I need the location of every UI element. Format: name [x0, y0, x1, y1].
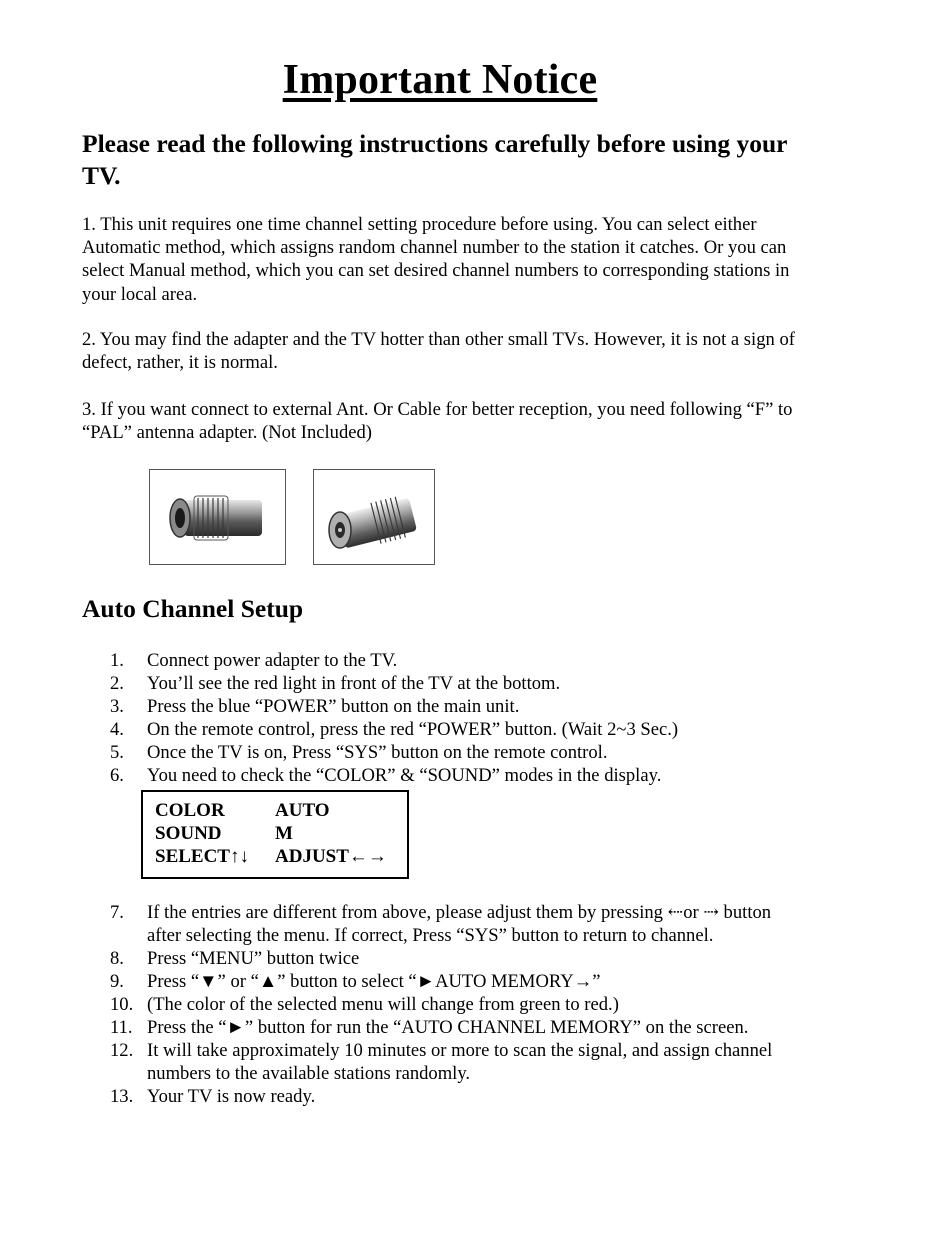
step-number: 7.	[110, 902, 124, 923]
f-to-pal-adapter-male-icon	[314, 470, 434, 564]
list-item	[0, 947, 950, 970]
menu-value: M	[275, 823, 293, 844]
setup-steps-list-2	[0, 901, 950, 1108]
menu-value: AUTO	[275, 800, 330, 821]
notice-paragraph-1: 1. This unit requires one time channel setting procedure before using. You can select either Automatic method, which assigns random channel number to the station it catches. Or you can select Manual method, which you can set desired channel numbers to corresponding stations in your local area.	[82, 214, 790, 305]
step-text: Press the blue “POWER” button on the main unit.	[147, 696, 520, 717]
step-text: If the entries are different from above, please adjust them by pressing ⇠or ⇢ button after selecting the menu. If correct, Press “SYS” button to return to channel.	[147, 902, 772, 946]
list-item	[0, 718, 950, 741]
step-text: Press “MENU” button twice	[147, 948, 360, 969]
list-item	[0, 741, 950, 764]
step-number: 4.	[110, 719, 124, 740]
setup-steps-list-1	[0, 649, 950, 787]
list-item	[0, 1039, 950, 1085]
list-item	[0, 1085, 950, 1108]
tv-menu-display-box	[141, 790, 409, 879]
notice-paragraph-2: 2. You may find the adapter and the TV hotter than other small TVs. However, it is not a sign of defect, rather, it is normal.	[82, 329, 795, 374]
step-text: You need to check the “COLOR” & “SOUND” modes in the display.	[147, 765, 662, 786]
step-text: Your TV is now ready.	[147, 1086, 316, 1107]
step-number: 6.	[110, 765, 124, 786]
step-number: 12.	[110, 1040, 134, 1061]
step-number: 8.	[110, 948, 124, 969]
step-number: 13.	[110, 1086, 134, 1107]
menu-key: SELECT↑↓	[155, 846, 249, 867]
list-item	[0, 901, 950, 947]
step-number: 3.	[110, 696, 124, 717]
step-number: 2.	[110, 673, 124, 694]
list-item	[0, 970, 950, 993]
list-item	[0, 1016, 950, 1039]
page-title: Important Notice	[282, 57, 598, 103]
page-subtitle: Please read the following instructions carefully before using your TV.	[82, 129, 788, 190]
step-text: On the remote control, press the red “POWER” button. (Wait 2~3 Sec.)	[147, 719, 679, 740]
male-adapter-photo	[313, 469, 435, 565]
step-text: Connect power adapter to the TV.	[147, 650, 398, 671]
step-text: You’ll see the red light in front of the TV at the bottom.	[147, 673, 561, 694]
female-adapter-photo	[149, 469, 286, 565]
list-item	[0, 649, 950, 672]
list-item	[0, 764, 950, 787]
list-item	[0, 695, 950, 718]
menu-value: ADJUST←→	[275, 846, 387, 867]
step-number: 11.	[110, 1017, 133, 1038]
f-to-pal-adapter-female-icon	[150, 470, 285, 564]
step-number: 5.	[110, 742, 124, 763]
step-number: 1.	[110, 650, 124, 671]
step-number: 10.	[110, 994, 134, 1015]
step-text: (The color of the selected menu will change from green to red.)	[147, 994, 619, 1015]
step-text: Press the “►” button for run the “AUTO CHANNEL MEMORY” on the screen.	[147, 1017, 749, 1038]
list-item	[0, 993, 950, 1016]
list-item	[0, 672, 950, 695]
step-text: It will take approximately 10 minutes or more to scan the signal, and assign channel numbers to the available stations randomly.	[147, 1040, 773, 1084]
notice-paragraph-3: 3. If you want connect to external Ant. Or Cable for better reception, you need following “F” to “PAL” antenna adapter. (Not Included)	[82, 399, 793, 444]
step-text: Press “▼” or “▲” button to select “►AUTO MEMORY→”	[147, 971, 601, 992]
step-number: 9.	[110, 971, 124, 992]
menu-key: COLOR	[155, 800, 225, 821]
section-title-auto-channel-setup: Auto Channel Setup	[82, 594, 304, 623]
step-text: Once the TV is on, Press “SYS” button on the remote control.	[147, 742, 608, 763]
menu-key: SOUND	[155, 823, 222, 844]
